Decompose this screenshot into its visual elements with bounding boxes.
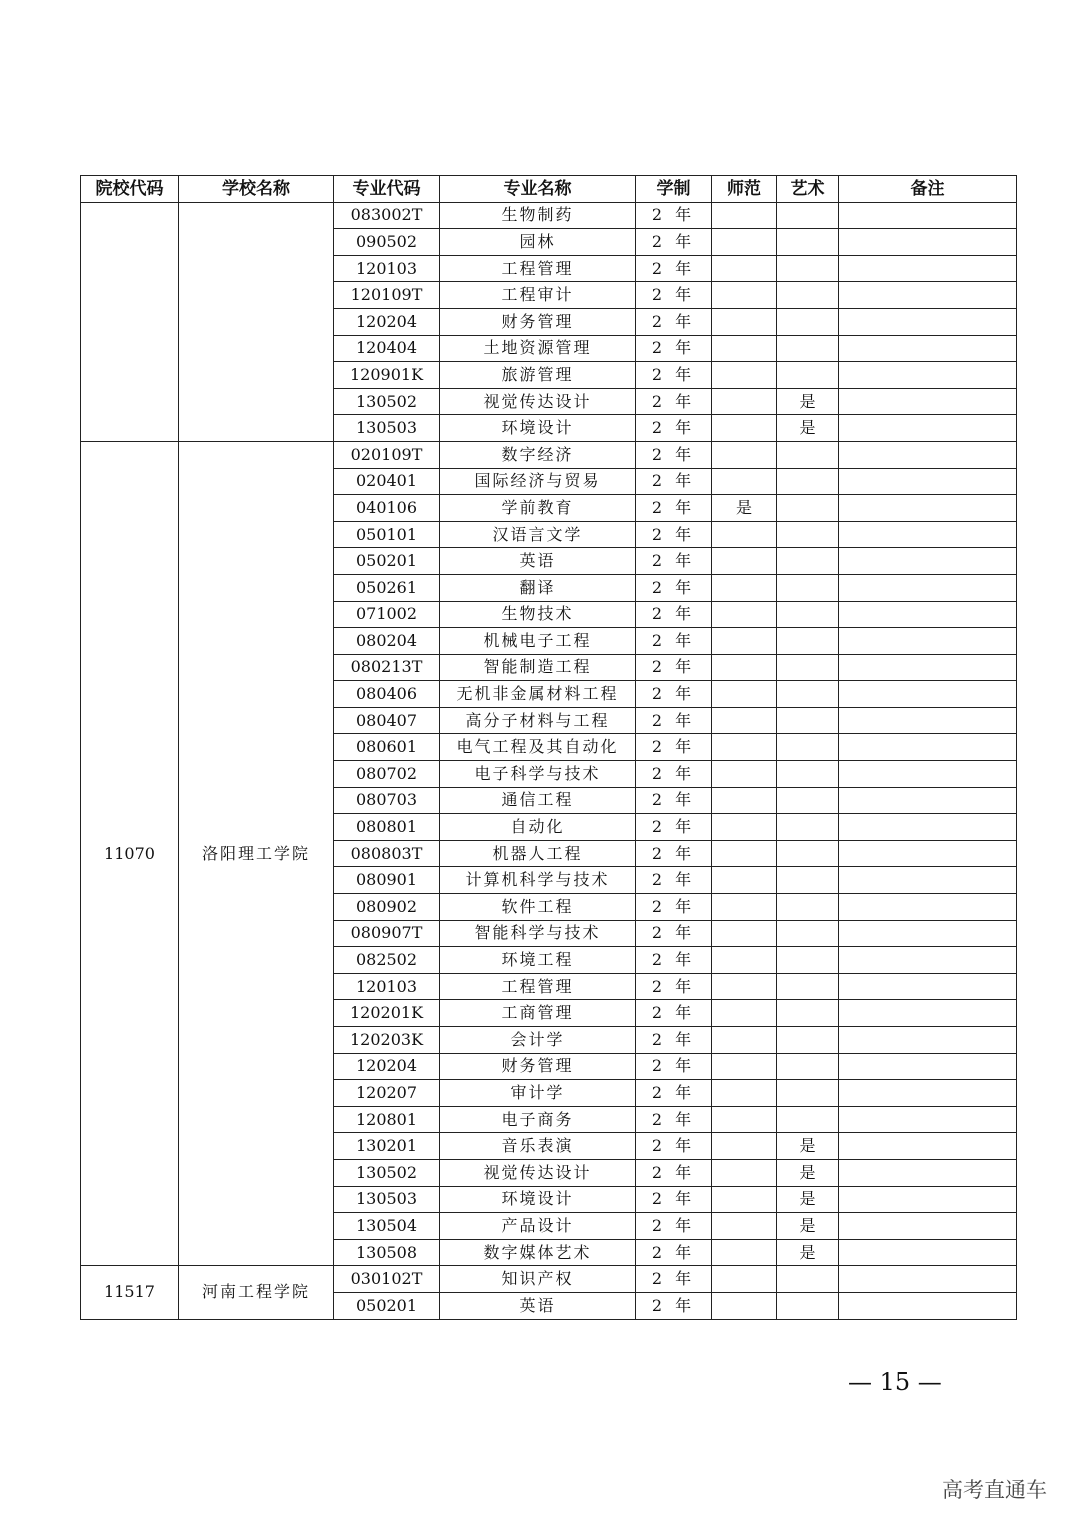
teacher-training-cell: [712, 814, 777, 841]
art-cell: [777, 734, 839, 761]
years-cell: 2 年: [636, 282, 712, 309]
teacher-training-cell: [712, 1080, 777, 1107]
teacher-training-cell: [712, 548, 777, 575]
major-name-cell: 财务管理: [440, 308, 636, 335]
years-cell: 2 年: [636, 1106, 712, 1133]
major-name-cell: 汉语言文学: [440, 521, 636, 548]
art-cell: [777, 202, 839, 229]
header-years: 学制: [636, 176, 712, 203]
teacher-training-cell: [712, 867, 777, 894]
note-cell: [839, 973, 1017, 1000]
years-cell: 2 年: [636, 814, 712, 841]
major-code-cell: 050101: [334, 521, 440, 548]
years-cell: 2 年: [636, 1053, 712, 1080]
note-cell: [839, 947, 1017, 974]
header-major-code: 专业代码: [334, 176, 440, 203]
major-name-cell: 视觉传达设计: [440, 388, 636, 415]
major-name-cell: 英语: [440, 548, 636, 575]
table-row: [81, 202, 1017, 229]
art-cell: [777, 574, 839, 601]
teacher-training-cell: [712, 415, 777, 442]
teacher-training-cell: [712, 1000, 777, 1027]
note-cell: [839, 867, 1017, 894]
note-cell: [839, 761, 1017, 788]
teacher-training-cell: [712, 1266, 777, 1293]
art-cell: [777, 255, 839, 282]
note-cell: [839, 255, 1017, 282]
years-cell: 2 年: [636, 787, 712, 814]
note-cell: [839, 1027, 1017, 1054]
major-code-cell: 130502: [334, 388, 440, 415]
note-cell: [839, 787, 1017, 814]
major-name-cell: 财务管理: [440, 1053, 636, 1080]
art-cell: [777, 1053, 839, 1080]
teacher-training-cell: [712, 787, 777, 814]
note-cell: [839, 548, 1017, 575]
note-cell: [839, 1000, 1017, 1027]
art-cell: [777, 707, 839, 734]
art-cell: [777, 308, 839, 335]
major-name-cell: 旅游管理: [440, 362, 636, 389]
years-cell: 2 年: [636, 973, 712, 1000]
years-cell: 2 年: [636, 1159, 712, 1186]
major-code-cell: 020401: [334, 468, 440, 495]
major-name-cell: 智能科学与技术: [440, 920, 636, 947]
teacher-training-cell: [712, 441, 777, 468]
note-cell: [839, 1213, 1017, 1240]
major-name-cell: 工程管理: [440, 255, 636, 282]
header-art: 艺术: [777, 176, 839, 203]
header-note: 备注: [839, 176, 1017, 203]
major-name-cell: 产品设计: [440, 1213, 636, 1240]
table-row: [81, 441, 1017, 468]
art-cell: [777, 761, 839, 788]
major-code-cell: 040106: [334, 495, 440, 522]
school-name-cell: 河南工程学院: [179, 1266, 334, 1319]
years-cell: 2 年: [636, 495, 712, 522]
major-code-cell: 050201: [334, 548, 440, 575]
years-cell: 2 年: [636, 548, 712, 575]
teacher-training-cell: [712, 1239, 777, 1266]
art-cell: [777, 229, 839, 256]
major-name-cell: 国际经济与贸易: [440, 468, 636, 495]
major-code-cell: 020109T: [334, 441, 440, 468]
teacher-training-cell: [712, 1027, 777, 1054]
major-code-cell: 080703: [334, 787, 440, 814]
teacher-training-cell: [712, 202, 777, 229]
teacher-training-cell: [712, 1292, 777, 1319]
years-cell: 2 年: [636, 707, 712, 734]
major-name-cell: 自动化: [440, 814, 636, 841]
school-name-cell: 洛阳理工学院: [179, 441, 334, 1265]
major-code-cell: 050261: [334, 574, 440, 601]
art-cell: [777, 867, 839, 894]
table-body: [81, 202, 1017, 1319]
art-cell: [777, 282, 839, 309]
major-table: [80, 175, 1017, 1320]
major-name-cell: 会计学: [440, 1027, 636, 1054]
note-cell: [839, 601, 1017, 628]
major-name-cell: 高分子材料与工程: [440, 707, 636, 734]
teacher-training-cell: [712, 229, 777, 256]
major-code-cell: 120203K: [334, 1027, 440, 1054]
watermark: 高考直通车: [942, 1478, 1047, 1502]
art-cell: 是: [777, 1186, 839, 1213]
note-cell: [839, 362, 1017, 389]
years-cell: 2 年: [636, 1000, 712, 1027]
major-code-cell: 080901: [334, 867, 440, 894]
teacher-training-cell: [712, 1133, 777, 1160]
major-code-cell: 080213T: [334, 654, 440, 681]
major-code-cell: 080407: [334, 707, 440, 734]
teacher-training-cell: [712, 681, 777, 708]
major-code-cell: 120201K: [334, 1000, 440, 1027]
years-cell: 2 年: [636, 308, 712, 335]
note-cell: [839, 814, 1017, 841]
note-cell: [839, 1239, 1017, 1266]
years-cell: 2 年: [636, 468, 712, 495]
major-name-cell: 数字经济: [440, 441, 636, 468]
teacher-training-cell: [712, 707, 777, 734]
major-name-cell: 通信工程: [440, 787, 636, 814]
major-code-cell: 080204: [334, 628, 440, 655]
major-name-cell: 计算机科学与技术: [440, 867, 636, 894]
art-cell: [777, 973, 839, 1000]
art-cell: [777, 787, 839, 814]
teacher-training-cell: [712, 894, 777, 921]
note-cell: [839, 707, 1017, 734]
note-cell: [839, 415, 1017, 442]
years-cell: 2 年: [636, 441, 712, 468]
major-code-cell: 080406: [334, 681, 440, 708]
art-cell: [777, 920, 839, 947]
art-cell: 是: [777, 1239, 839, 1266]
major-code-cell: 080702: [334, 761, 440, 788]
major-name-cell: 工程审计: [440, 282, 636, 309]
note-cell: [839, 840, 1017, 867]
table-row: [81, 1266, 1017, 1293]
major-name-cell: 生物技术: [440, 601, 636, 628]
years-cell: 2 年: [636, 894, 712, 921]
teacher-training-cell: [712, 973, 777, 1000]
note-cell: [839, 521, 1017, 548]
years-cell: 2 年: [636, 1292, 712, 1319]
teacher-training-cell: [712, 920, 777, 947]
art-cell: [777, 521, 839, 548]
major-code-cell: 080907T: [334, 920, 440, 947]
years-cell: 2 年: [636, 681, 712, 708]
teacher-training-cell: [712, 601, 777, 628]
teacher-training-cell: [712, 255, 777, 282]
major-name-cell: 工商管理: [440, 1000, 636, 1027]
art-cell: 是: [777, 1159, 839, 1186]
years-cell: 2 年: [636, 920, 712, 947]
major-code-cell: 120404: [334, 335, 440, 362]
major-name-cell: 电子科学与技术: [440, 761, 636, 788]
teacher-training-cell: [712, 840, 777, 867]
note-cell: [839, 495, 1017, 522]
major-code-cell: 050201: [334, 1292, 440, 1319]
teacher-training-cell: [712, 282, 777, 309]
years-cell: 2 年: [636, 335, 712, 362]
major-name-cell: 土地资源管理: [440, 335, 636, 362]
school-code-cell: [81, 202, 179, 441]
art-cell: [777, 1266, 839, 1293]
teacher-training-cell: [712, 574, 777, 601]
art-cell: [777, 335, 839, 362]
art-cell: [777, 681, 839, 708]
note-cell: [839, 441, 1017, 468]
note-cell: [839, 574, 1017, 601]
header-school-code: 院校代码: [81, 176, 179, 203]
teacher-training-cell: [712, 468, 777, 495]
teacher-training-cell: [712, 1213, 777, 1240]
major-name-cell: 软件工程: [440, 894, 636, 921]
art-cell: [777, 1027, 839, 1054]
major-code-cell: 120204: [334, 1053, 440, 1080]
years-cell: 2 年: [636, 761, 712, 788]
years-cell: 2 年: [636, 1186, 712, 1213]
major-code-cell: 120204: [334, 308, 440, 335]
art-cell: [777, 894, 839, 921]
teacher-training-cell: [712, 1106, 777, 1133]
note-cell: [839, 920, 1017, 947]
major-name-cell: 工程管理: [440, 973, 636, 1000]
major-code-cell: 130503: [334, 1186, 440, 1213]
teacher-training-cell: [712, 335, 777, 362]
major-name-cell: 智能制造工程: [440, 654, 636, 681]
school-name-cell: [179, 202, 334, 441]
teacher-training-cell: [712, 654, 777, 681]
major-code-cell: 120103: [334, 255, 440, 282]
note-cell: [839, 1159, 1017, 1186]
note-cell: [839, 335, 1017, 362]
art-cell: [777, 654, 839, 681]
school-code-cell: 11070: [81, 441, 179, 1265]
years-cell: 2 年: [636, 1133, 712, 1160]
teacher-training-cell: [712, 1186, 777, 1213]
major-name-cell: 无机非金属材料工程: [440, 681, 636, 708]
major-code-cell: 120901K: [334, 362, 440, 389]
years-cell: 2 年: [636, 1027, 712, 1054]
major-code-cell: 090502: [334, 229, 440, 256]
art-cell: [777, 441, 839, 468]
major-name-cell: 学前教育: [440, 495, 636, 522]
art-cell: [777, 362, 839, 389]
note-cell: [839, 388, 1017, 415]
major-code-cell: 120103: [334, 973, 440, 1000]
art-cell: [777, 495, 839, 522]
art-cell: 是: [777, 415, 839, 442]
years-cell: 2 年: [636, 388, 712, 415]
major-code-cell: 080801: [334, 814, 440, 841]
teacher-training-cell: [712, 1053, 777, 1080]
art-cell: 是: [777, 1133, 839, 1160]
major-code-cell: 120801: [334, 1106, 440, 1133]
teacher-training-cell: [712, 734, 777, 761]
table-header-row: [81, 176, 1017, 203]
art-cell: [777, 1106, 839, 1133]
note-cell: [839, 282, 1017, 309]
note-cell: [839, 468, 1017, 495]
teacher-training-cell: 是: [712, 495, 777, 522]
years-cell: 2 年: [636, 601, 712, 628]
note-cell: [839, 681, 1017, 708]
years-cell: 2 年: [636, 415, 712, 442]
note-cell: [839, 734, 1017, 761]
teacher-training-cell: [712, 308, 777, 335]
note-cell: [839, 1186, 1017, 1213]
years-cell: 2 年: [636, 574, 712, 601]
years-cell: 2 年: [636, 1239, 712, 1266]
major-name-cell: 视觉传达设计: [440, 1159, 636, 1186]
note-cell: [839, 654, 1017, 681]
major-name-cell: 知识产权: [440, 1266, 636, 1293]
major-name-cell: 生物制药: [440, 202, 636, 229]
major-name-cell: 环境设计: [440, 415, 636, 442]
major-code-cell: 130503: [334, 415, 440, 442]
note-cell: [839, 1053, 1017, 1080]
note-cell: [839, 229, 1017, 256]
school-code-cell: 11517: [81, 1266, 179, 1319]
major-code-cell: 080902: [334, 894, 440, 921]
years-cell: 2 年: [636, 362, 712, 389]
major-code-cell: 120109T: [334, 282, 440, 309]
note-cell: [839, 1106, 1017, 1133]
teacher-training-cell: [712, 362, 777, 389]
major-name-cell: 环境工程: [440, 947, 636, 974]
major-name-cell: 审计学: [440, 1080, 636, 1107]
major-code-cell: 130508: [334, 1239, 440, 1266]
art-cell: [777, 468, 839, 495]
years-cell: 2 年: [636, 654, 712, 681]
major-name-cell: 电子商务: [440, 1106, 636, 1133]
art-cell: [777, 947, 839, 974]
art-cell: [777, 601, 839, 628]
teacher-training-cell: [712, 761, 777, 788]
years-cell: 2 年: [636, 521, 712, 548]
note-cell: [839, 1266, 1017, 1293]
art-cell: [777, 840, 839, 867]
art-cell: [777, 814, 839, 841]
art-cell: [777, 1080, 839, 1107]
teacher-training-cell: [712, 1159, 777, 1186]
header-teacher-training: 师范: [712, 176, 777, 203]
page-number: — 15 —: [848, 1368, 942, 1396]
years-cell: 2 年: [636, 255, 712, 282]
major-code-cell: 030102T: [334, 1266, 440, 1293]
major-name-cell: 机械电子工程: [440, 628, 636, 655]
art-cell: [777, 548, 839, 575]
major-name-cell: 电气工程及其自动化: [440, 734, 636, 761]
note-cell: [839, 202, 1017, 229]
major-code-cell: 130201: [334, 1133, 440, 1160]
years-cell: 2 年: [636, 1080, 712, 1107]
teacher-training-cell: [712, 521, 777, 548]
header-school-name: 学校名称: [179, 176, 334, 203]
years-cell: 2 年: [636, 840, 712, 867]
art-cell: [777, 628, 839, 655]
major-code-cell: 080803T: [334, 840, 440, 867]
art-cell: 是: [777, 388, 839, 415]
major-name-cell: 环境设计: [440, 1186, 636, 1213]
major-code-cell: 130502: [334, 1159, 440, 1186]
teacher-training-cell: [712, 628, 777, 655]
note-cell: [839, 1133, 1017, 1160]
major-name-cell: 数字媒体艺术: [440, 1239, 636, 1266]
major-name-cell: 英语: [440, 1292, 636, 1319]
note-cell: [839, 1080, 1017, 1107]
years-cell: 2 年: [636, 867, 712, 894]
years-cell: 2 年: [636, 1266, 712, 1293]
major-code-cell: 083002T: [334, 202, 440, 229]
teacher-training-cell: [712, 388, 777, 415]
art-cell: [777, 1000, 839, 1027]
major-code-cell: 080601: [334, 734, 440, 761]
major-code-cell: 120207: [334, 1080, 440, 1107]
years-cell: 2 年: [636, 1213, 712, 1240]
major-code-cell: 130504: [334, 1213, 440, 1240]
years-cell: 2 年: [636, 229, 712, 256]
note-cell: [839, 628, 1017, 655]
years-cell: 2 年: [636, 947, 712, 974]
teacher-training-cell: [712, 947, 777, 974]
art-cell: 是: [777, 1213, 839, 1240]
note-cell: [839, 894, 1017, 921]
major-name-cell: 机器人工程: [440, 840, 636, 867]
years-cell: 2 年: [636, 202, 712, 229]
major-code-cell: 071002: [334, 601, 440, 628]
header-major-name: 专业名称: [440, 176, 636, 203]
note-cell: [839, 308, 1017, 335]
major-name-cell: 园林: [440, 229, 636, 256]
major-name-cell: 翻译: [440, 574, 636, 601]
years-cell: 2 年: [636, 734, 712, 761]
major-code-cell: 082502: [334, 947, 440, 974]
art-cell: [777, 1292, 839, 1319]
years-cell: 2 年: [636, 628, 712, 655]
major-name-cell: 音乐表演: [440, 1133, 636, 1160]
note-cell: [839, 1292, 1017, 1319]
